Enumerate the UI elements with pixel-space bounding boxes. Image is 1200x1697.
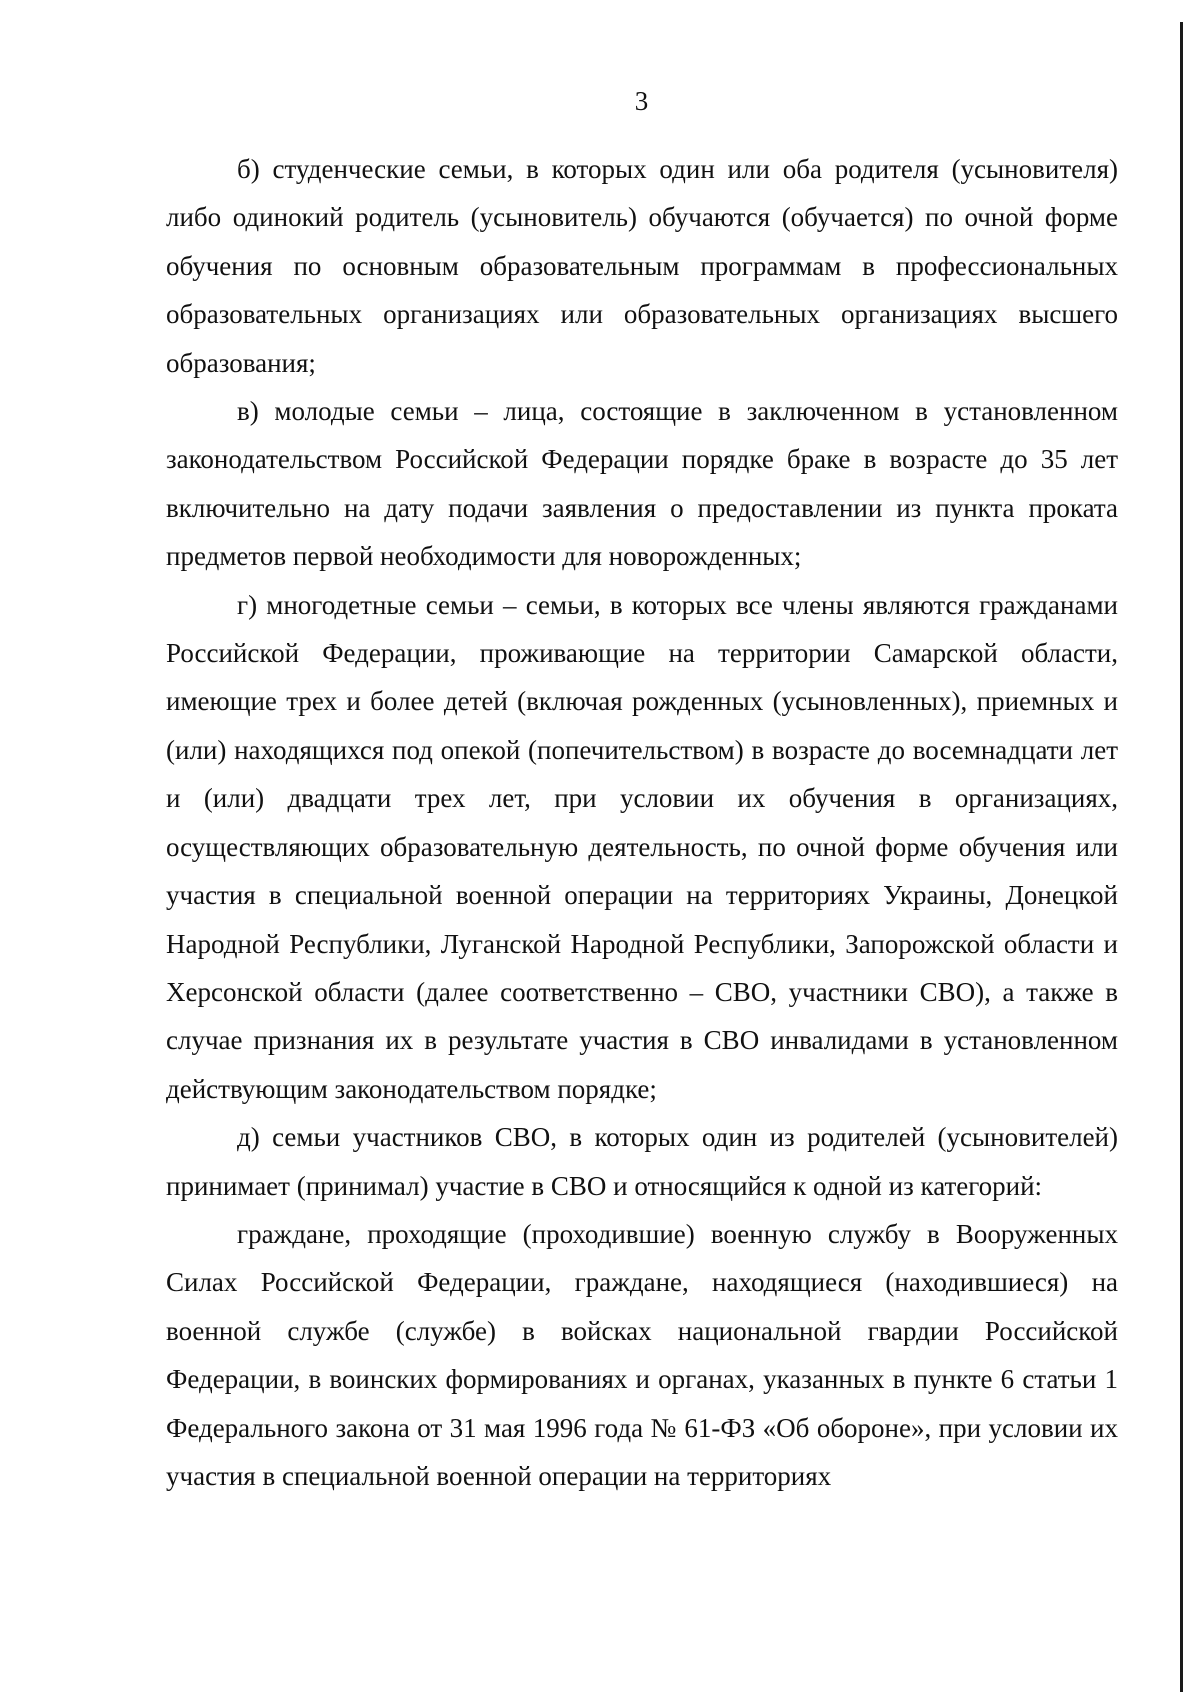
page-number: 3 bbox=[634, 86, 649, 116]
paragraph-g-large-families: г) многодетные семьи – семьи, в которых все члены являются гражданами Российской Федерации, проживающие на территории Самарской области, имеющие трех и более детей (включая рожденных (усыновленных), приемных и (или) находящихся под опекой (попечительством) в возрасте до восемнадцати лет и (или) двадцати трех лет, при условии их обучения в организациях, осуществляющих образовательную деятельность, по очной форме обучения или участия в специальной военной операции на территориях Украины, Донецкой Народной Республики, Луганской Народной Республики, Запорожской области и Херсонской области (далее соответственно – СВО, участники СВО), а также в случае признания их в результате участия в СВО инвалидами в установленном действующим законодательством порядке; bbox=[166, 589, 1118, 1104]
page-edge-line bbox=[1180, 22, 1183, 1692]
paragraph-military-citizens: граждане, проходящие (проходившие) военную службу в Вооруженных Силах Российской Федерации, граждане, находящиеся (находившиеся) на военной службе (службе) в войсках национальной гвардии Российской Федерации, в воинских формированиях и органах, указанных в пункте 6 статьи 1 Федерального закона от 31 мая 1996 года № 61-ФЗ «Об обороне», при условии их участия в специальной военной операции на территориях bbox=[166, 1218, 1118, 1491]
document-body bbox=[166, 145, 1118, 1500]
paragraph-d-svo-families: д) семьи участников СВО, в которых один из родителей (усыновителей) принимает (принимал) участие в СВО и относящийся к одной из категорий: bbox=[166, 1122, 1118, 1201]
paragraph-v-young-families: в) молодые семьи – лица, состоящие в заключенном в установленном законодательством Российской Федерации порядке браке в возрасте до 35 лет включительно на дату подачи заявления о предоставлении из пункта проката предметов первой необходимости для новорожденных; bbox=[166, 396, 1118, 572]
paragraph-b-student-families: б) студенческие семьи, в которых один или оба родителя (усыновителя) либо одинокий родитель (усыновитель) обучаются (обучается) по очной форме обучения по основным образовательным программам в профессиональных образовательных организациях или образовательных организациях высшего образования; bbox=[166, 154, 1118, 378]
